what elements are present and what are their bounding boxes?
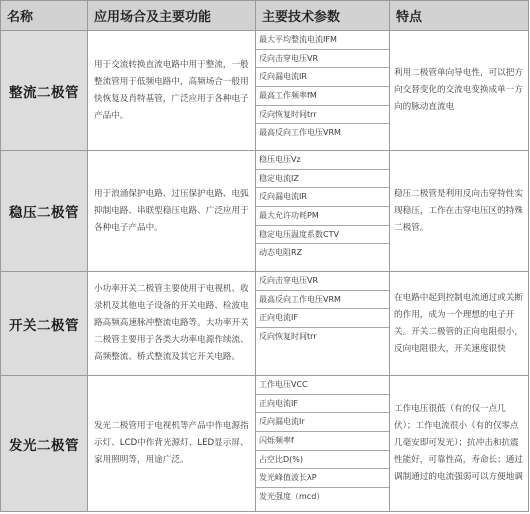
table-row bbox=[1, 151, 529, 272]
row-params bbox=[256, 272, 390, 376]
param-item: 反向击穿电压VR bbox=[256, 50, 389, 69]
row-application: 用于交流转换直流电路中用于整流，一般整流管用于低频电路中，高频场合一般用快恢复及肖特基管，广泛应用于各种电子产品中。 bbox=[88, 31, 256, 151]
param-item: 最大允许功耗PM bbox=[256, 207, 389, 226]
param-item: 最高反向工作电压VRM bbox=[259, 128, 341, 138]
table-row bbox=[1, 31, 529, 151]
row-name: 开关二极管 bbox=[1, 272, 88, 376]
param-item: 闪烁频率f bbox=[256, 432, 389, 451]
header-params: 主要技术参数 bbox=[256, 1, 390, 31]
param-item: 最高工作频率fM bbox=[256, 87, 389, 106]
row-params bbox=[256, 376, 390, 512]
param-item: 占空比D(%) bbox=[256, 451, 389, 470]
param-item: 发光峰值波长λP bbox=[256, 469, 389, 488]
param-item: 最高反向工作电压VRM bbox=[256, 291, 389, 310]
row-application: 发光二极管用于电视机等产品中作电源指示灯、LCD中作背光源灯、LED显示屏、家用照明等，用途广泛。 bbox=[88, 376, 256, 512]
param-item: 稳定电流IZ bbox=[256, 170, 389, 189]
header-name: 名称 bbox=[1, 1, 88, 31]
header-feature: 特点 bbox=[390, 1, 529, 31]
table-header-row bbox=[1, 1, 529, 31]
param-item: 发光强度（mcd） bbox=[259, 492, 325, 502]
param-item: 反向漏电流IR bbox=[256, 188, 389, 207]
param-item: 最大平均整流电流IFM bbox=[256, 31, 389, 50]
param-item: 稳定电压温度系数CTV bbox=[256, 226, 389, 245]
row-feature: 工作电压很低（有的仅一点几伏）；工作电流很小（有的仅零点几毫安即可发光）；抗冲击和抗震性能好，可靠性高，寿命长；通过调制通过的电流强弱可以方便地调 bbox=[390, 376, 529, 512]
row-application: 用于浪涌保护电路、过压保护电路、电弧抑制电路、串联型稳压电路、广泛应用于各种电子产品中。 bbox=[88, 151, 256, 272]
row-params bbox=[256, 151, 390, 272]
param-item: 正向电流IF bbox=[256, 309, 389, 328]
row-name: 发光二极管 bbox=[1, 376, 88, 512]
row-feature: 利用二极管单向导电性，可以把方向交替变化的交流电变换成单一方向的脉动直流电 bbox=[390, 31, 529, 151]
header-application: 应用场合及主要功能 bbox=[88, 1, 256, 31]
param-item: 反向击穿电压VR bbox=[256, 272, 389, 291]
row-feature: 稳压二极管是利用反向击穿特性实现稳压，工作在击穿电压区的特殊二极管。 bbox=[390, 151, 529, 272]
param-item: 反向漏电流Ir bbox=[256, 413, 389, 432]
param-item: 工作电压VCC bbox=[256, 376, 389, 395]
param-item: 稳压电压Vz bbox=[256, 151, 389, 170]
row-application: 小功率开关二极管主要使用于电视机、收录机及其他电子设备的开关电路、检波电路高频高速脉冲整流电路等。大功率开关二极管主要用于各类大功率电源作续流、高频整流、桥式整流及其它开关电路。 bbox=[88, 272, 256, 376]
table-row bbox=[1, 376, 529, 512]
param-item: 反向漏电流IR bbox=[256, 68, 389, 87]
param-item: 动态电阻RZ bbox=[259, 248, 303, 258]
param-item: 正向电流IF bbox=[256, 395, 389, 414]
table-row bbox=[1, 272, 529, 376]
param-item: 反向恢复时间trr bbox=[259, 332, 317, 342]
row-name: 整流二极管 bbox=[1, 31, 88, 151]
row-params bbox=[256, 31, 390, 151]
param-item: 反向恢复时间trr bbox=[256, 106, 389, 125]
row-feature: 在电路中起到控制电流通过或关断的作用，成为一个理想的电子开关。开关二极管的正向电阻很小，反向电阻很大，开关速度很快 bbox=[390, 272, 529, 376]
row-name: 稳压二极管 bbox=[1, 151, 88, 272]
